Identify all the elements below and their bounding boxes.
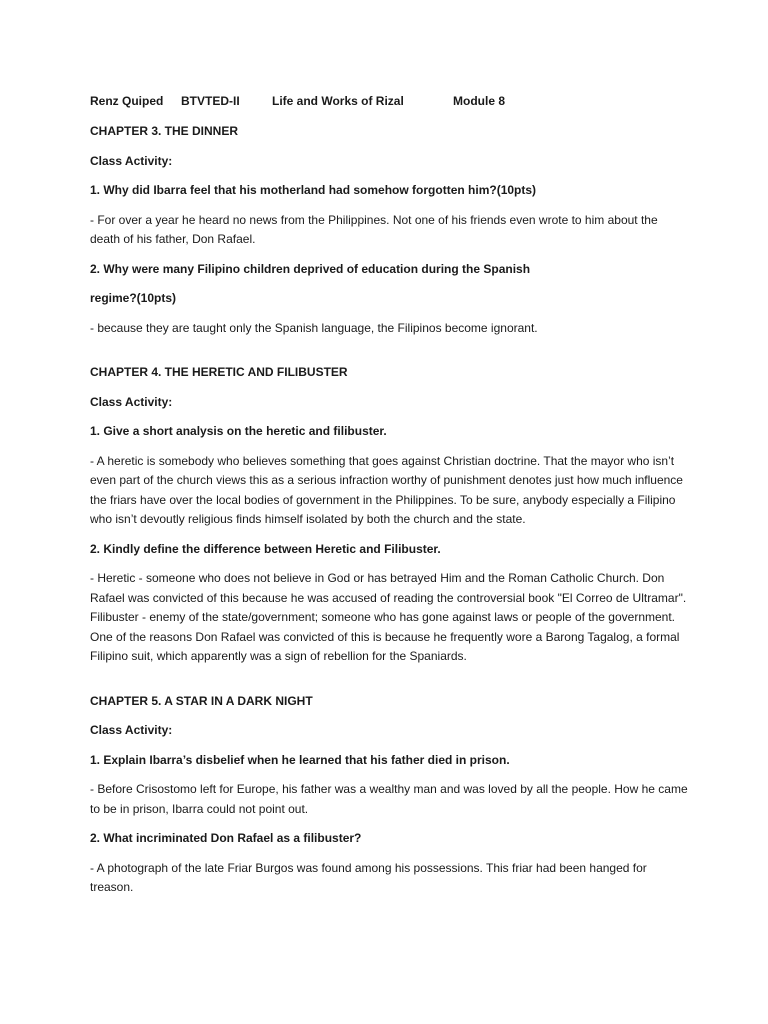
chapter-heading: CHAPTER 3. THE DINNER <box>90 124 239 138</box>
answer-2: - A photograph of the late Friar Burgos was found among his possessions. This friar had been hanged for treason. <box>90 860 647 894</box>
student-name: Renz Quiped <box>90 94 164 108</box>
answer-1: - A heretic is somebody who believes something that goes against Christian doctrine. That the mayor who isn’t even part of the church views this as a serious infraction worthy of punishment denotes just how much influence the friars have over the local bodies of government in the Philippines. To be sure, anybody especially a Filipino who isn’t devoutly religious finds himself isolated by both the church and the state. <box>90 453 683 526</box>
class-activity-label: Class Activity: <box>90 394 173 409</box>
answer-1: - For over a year he heard no news from the Philippines. Not one of his friends even wrote to him about the death of his father, Don Rafael. <box>90 212 658 246</box>
course-code: BTVTED-II <box>181 94 240 108</box>
class-activity-label: Class Activity: <box>90 153 173 168</box>
question-2-line-2: regime?(10pts) <box>90 291 177 305</box>
chapter-4-section <box>90 363 690 667</box>
answer-2: - because they are taught only the Spanish language, the Filipinos become ignorant. <box>90 320 538 335</box>
chapter-heading: CHAPTER 5. A STAR IN A DARK NIGHT <box>90 693 313 708</box>
chapter-heading: CHAPTER 4. THE HERETIC AND FILIBUSTER <box>90 365 348 379</box>
question-1: 1. Why did Ibarra feel that his motherland had somehow forgotten him?(10pts) <box>90 183 537 197</box>
answer-1: - Before Crisostomo left for Europe, his father was a wealthy man and was loved by all the people. How he came to be in prison, Ibarra could not point out. <box>90 782 688 816</box>
module-label: Module 8 <box>453 94 506 108</box>
question-1: 1. Explain Ibarra’s disbelief when he learned that his father died in prison. <box>90 752 510 767</box>
class-activity-label: Class Activity: <box>90 723 173 737</box>
question-2: 2. What incriminated Don Rafael as a filibuster? <box>90 831 362 845</box>
document-header <box>90 92 690 112</box>
question-2: 2. Kindly define the difference between Heretic and Filibuster. <box>90 541 441 556</box>
subject-title: Life and Works of Rizal <box>272 94 404 108</box>
chapter-5-section <box>90 692 690 898</box>
answer-2: - Heretic - someone who does not believe in God or has betrayed Him and the Roman Catholic Church. Don Rafael was convicted of this because he was accused of reading the controversial book "El Correo de Ultramar". Filibuster - enemy of the state/government; someone who has gone against laws or people of the government. One of the reasons Don Rafael was convicted of this is because he frequently wore a Barong Tagalog, a formal Filipino suit, which apparently was a sign of rebellion for the Spaniards. <box>90 571 687 663</box>
question-1: 1. Give a short analysis on the heretic and filibuster. <box>90 424 387 438</box>
document-page <box>90 92 690 923</box>
question-2-line-1: 2. Why were many Filipino children deprived of education during the Spanish <box>90 261 531 276</box>
chapter-3-section <box>90 122 690 338</box>
